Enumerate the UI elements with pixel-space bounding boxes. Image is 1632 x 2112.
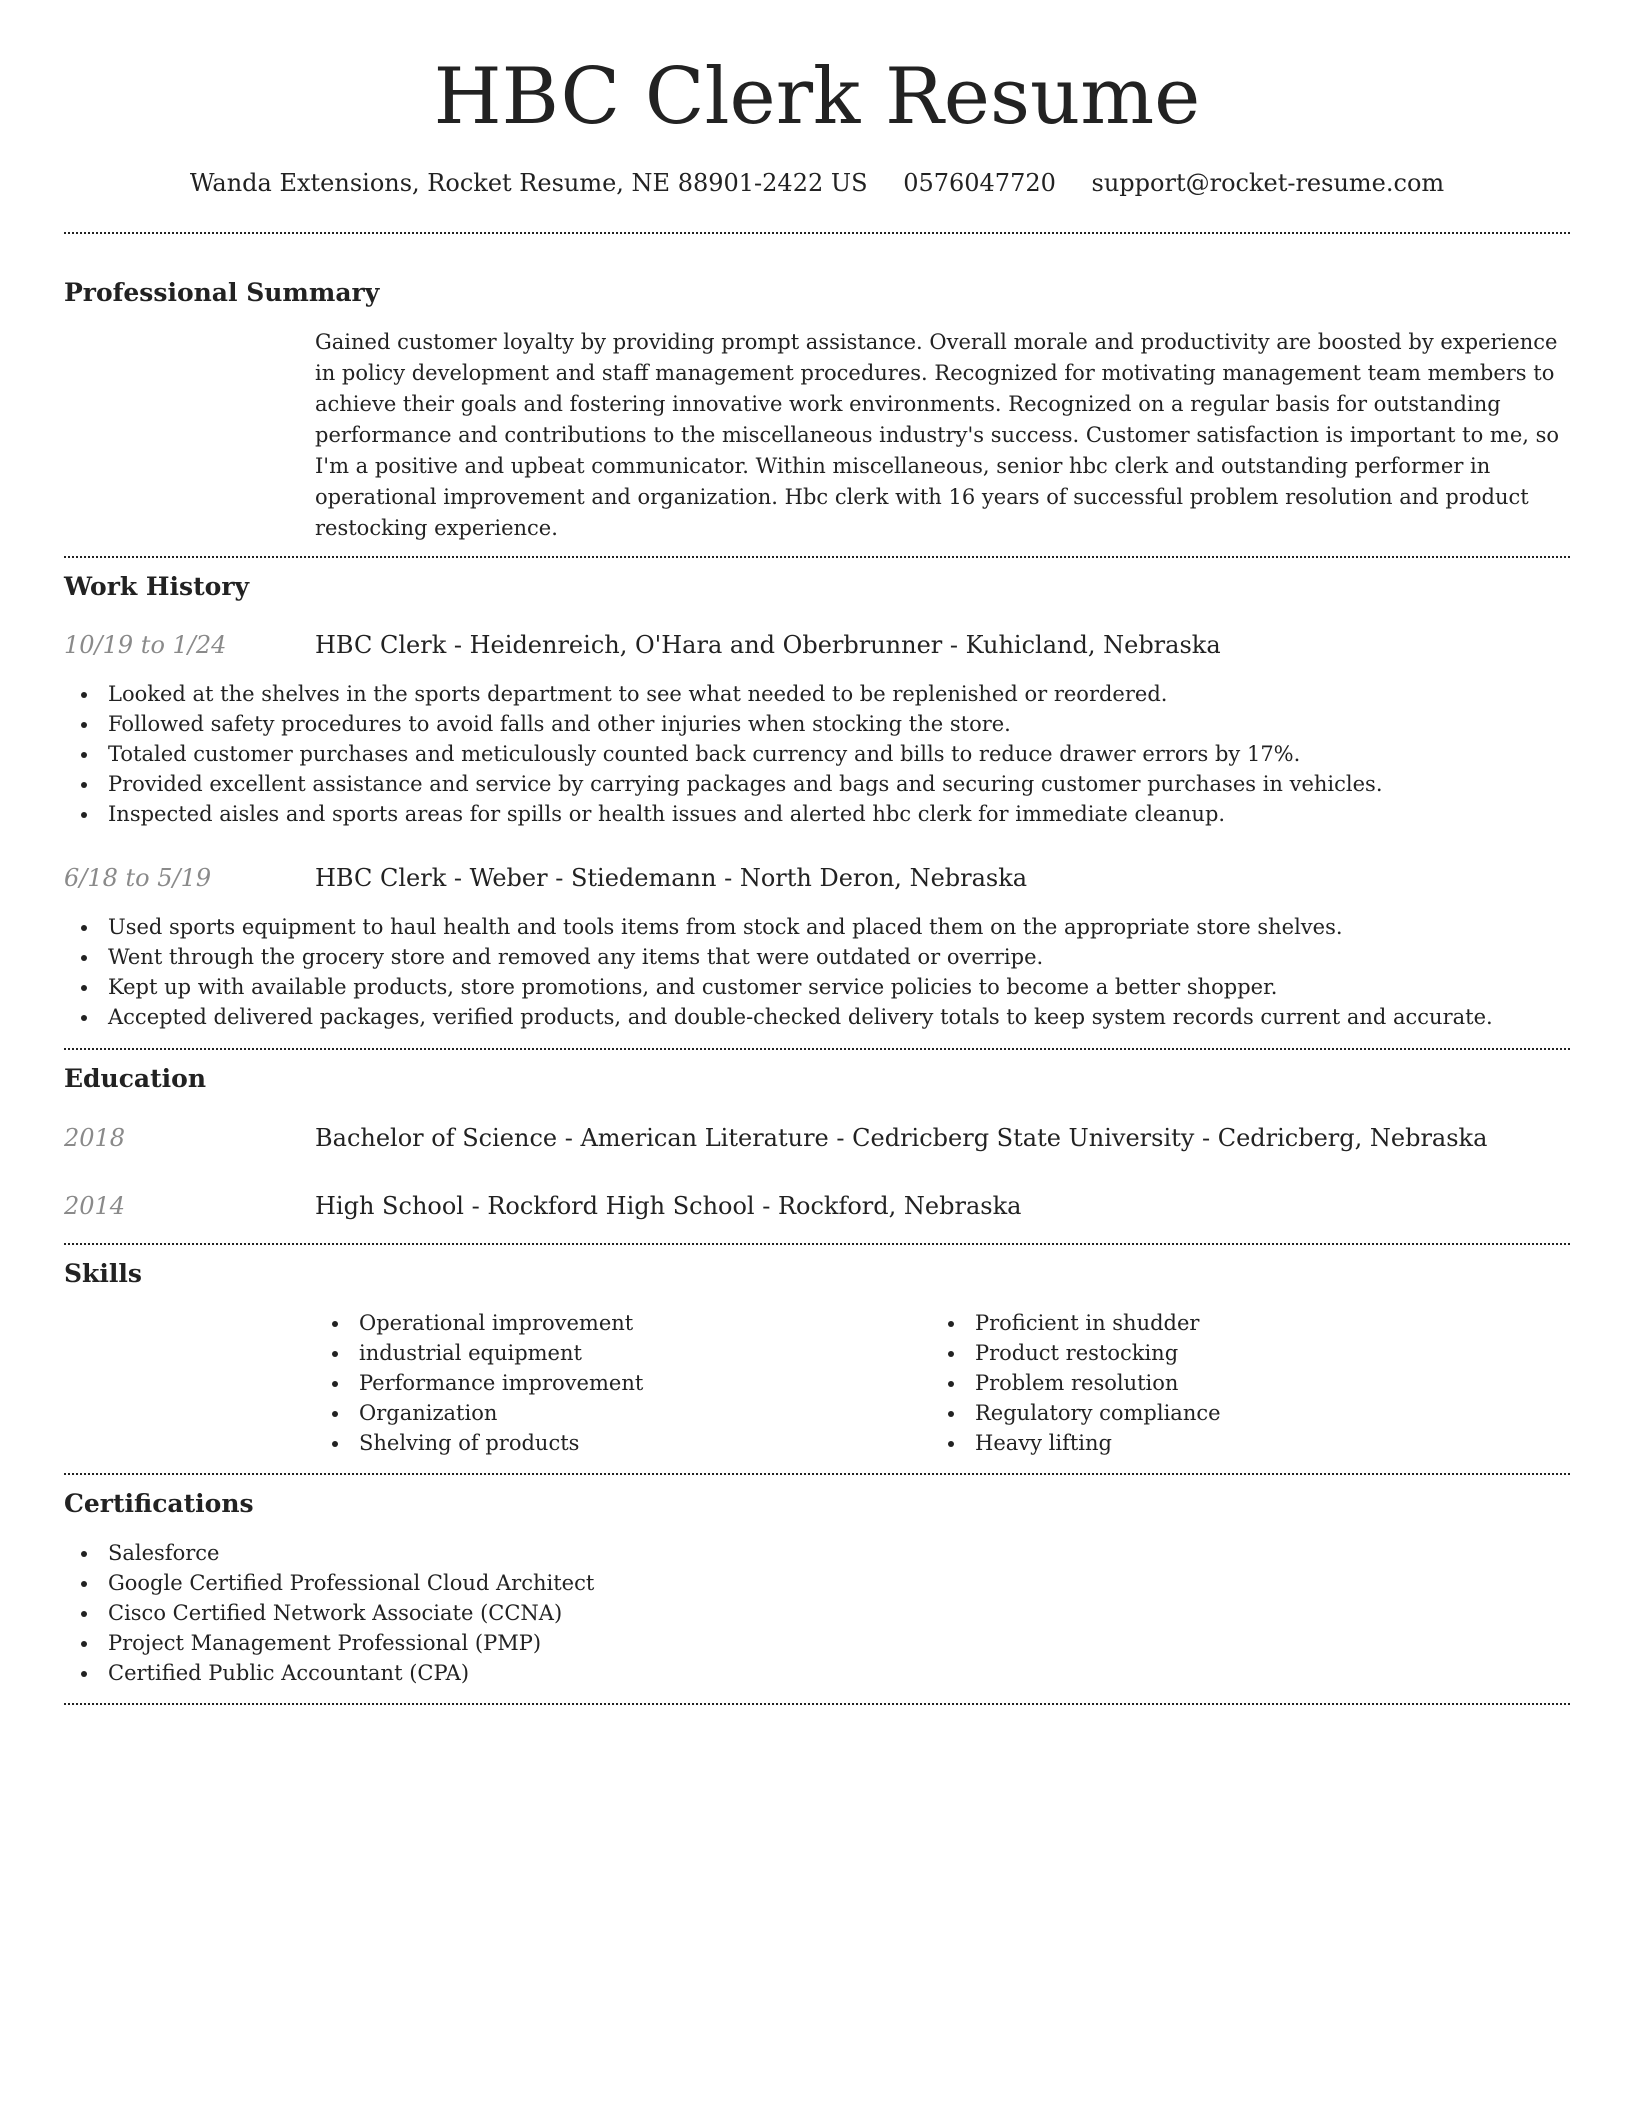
list-item: Provided excellent assistance and service by carrying packages and bags and securing customer purchases in vehicles. [64,769,1570,799]
contact-line [64,169,1570,198]
skills-section [64,1245,1570,1458]
education-school: - Rockford High School - Rockford, Nebraska [463,1191,1022,1220]
job-dates: 6/18 to 5/19 [64,863,212,892]
resume-page [64,0,1570,1705]
education-year: 2018 [64,1123,126,1152]
education-section [64,1050,1570,1218]
list-item: Followed safety procedures to avoid falls and other injuries when stocking the store. [64,709,1570,739]
contact-phone: 0576047720 [903,169,1056,197]
section-heading-summary: Professional Summary [64,277,380,307]
job-title: HBC Clerk - Weber - Stiedemann - North Deron, Nebraska [315,863,1028,892]
list-item: Went through the grocery store and removed any items that were outdated or overripe. [64,942,1570,972]
section-heading-education: Education [64,1063,207,1093]
section-heading-certifications: Certifications [64,1488,254,1518]
contact-address: Wanda Extensions, Rocket Resume, NE 88901-2422 US [189,169,868,197]
list-item: Performance improvement [315,1368,931,1398]
job-title: HBC Clerk - Heidenreich, O'Hara and Oberbrunner - Kuhicland, Nebraska [315,630,1221,659]
resume-title: HBC Clerk Resume [433,52,1201,142]
list-item: Certified Public Accountant (CPA) [64,1658,1570,1688]
education-detail [315,1123,1570,1152]
list-item: Looked at the shelves in the sports department to see what needed to be replenished or reordered. [64,679,1570,709]
list-item: industrial equipment [315,1338,931,1368]
job-entry [64,863,1570,1032]
list-item: Totaled customer purchases and meticulously counted back currency and bills to reduce drawer errors by 17%. [64,739,1570,769]
list-item: Google Certified Professional Cloud Architect [64,1568,1570,1598]
summary-section [64,234,1570,544]
job-dates: 10/19 to 1/24 [64,630,227,659]
list-item: Kept up with available products, store promotions, and customer service policies to become a better shopper. [64,972,1570,1002]
education-year: 2014 [64,1191,126,1220]
education-degree: Bachelor of Science - American Literature [315,1123,829,1152]
list-item: Heavy lifting [931,1428,1547,1458]
education-entry [64,1191,1570,1220]
skills-list-right [931,1308,1547,1458]
section-heading-skills: Skills [64,1258,142,1288]
list-item: Used sports equipment to haul health and tools items from stock and placed them on the appropriate store shelves. [64,912,1570,942]
list-item: Shelving of products [315,1428,931,1458]
list-item: Proficient in shudder [931,1308,1547,1338]
certifications-list [64,1538,1570,1688]
contact-email: support@rocket-resume.com [1091,169,1445,197]
certifications-section [64,1475,1570,1688]
education-detail [315,1191,1570,1220]
divider [64,1703,1570,1705]
list-item: Accepted delivered packages, verified products, and double-checked delivery totals to keep system records current and accurate. [64,1002,1570,1032]
summary-text: Gained customer loyalty by providing prompt assistance. Overall morale and productivity are boosted by experience in policy development and staff management procedures. Recognized for motivating management team members to achieve their goals and fostering innovative work environments. Recognized on a regular basis for outstanding performance and contributions to the miscellaneous industry's success. Customer satisfaction is important to me, so I'm a positive and upbeat communicator. Within miscellaneous, senior hbc clerk and outstanding performer in operational improvement and organization. Hbc clerk with 16 years of successful problem resolution and product restocking experience. [315,329,1560,540]
list-item: Product restocking [931,1338,1547,1368]
job-entry [64,630,1570,829]
list-item: Salesforce [64,1538,1570,1568]
list-item: Cisco Certified Network Associate (CCNA) [64,1598,1570,1628]
list-item: Inspected aisles and sports areas for spills or health issues and alerted hbc clerk for immediate cleanup. [64,799,1570,829]
skills-grid [315,1308,1570,1458]
job-duties [64,912,1570,1032]
list-item: Operational improvement [315,1308,931,1338]
section-heading-work: Work History [64,571,250,601]
education-entry [64,1123,1570,1152]
list-item: Problem resolution [931,1368,1547,1398]
list-item: Regulatory compliance [931,1398,1547,1428]
job-duties [64,679,1570,829]
education-school: - Cedricberg State University - Cedricberg, Nebraska [828,1123,1488,1152]
list-item: Project Management Professional (PMP) [64,1628,1570,1658]
list-item: Organization [315,1398,931,1428]
skills-list-left [315,1308,931,1458]
education-degree: High School [315,1191,464,1220]
work-history-section [64,558,1570,1032]
